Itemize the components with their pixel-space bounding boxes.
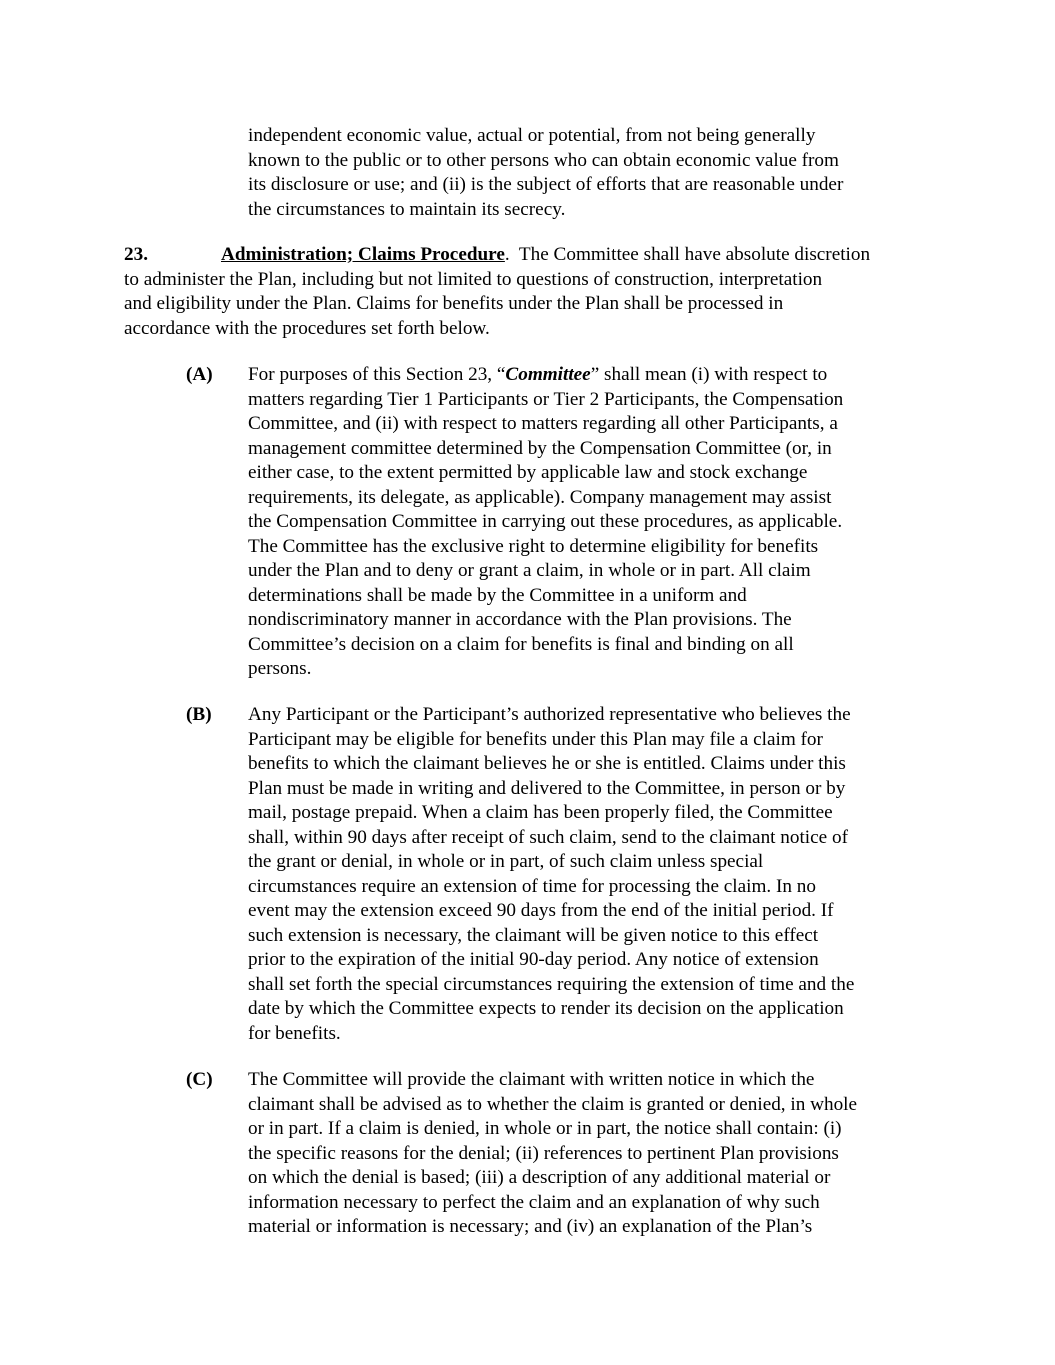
text-line: information necessary to perfect the claim and an explanation of why such [248,1191,820,1213]
section-heading-line [124,243,870,268]
text-line: shall set forth the special circumstances requiring the extension of time and the [248,973,855,995]
section-number: 23. [124,244,148,265]
text-line: benefits to which the claimant believes he or she is entitled. Claims under this [248,753,846,774]
text-line: management committee determined by the Compensation Committee (or, in [248,437,832,459]
text-line: determinations shall be made by the Committee in a uniform and [248,584,747,606]
section-title-period: . [504,244,510,265]
text-line: claimant shall be advised as to whether the claim is granted or denied, in whole [248,1093,858,1115]
text-line: persons. [248,658,312,679]
text-line: on which the denial is based; (iii) a description of any additional material or [248,1167,831,1188]
text-fragment: ” shall mean (i) with respect to [590,364,828,385]
text-fragment: For purposes of this Section 23, “ [248,364,506,385]
text-line: under the Plan and to deny or grant a claim, in whole or in part. All claim [248,560,811,581]
text-line: the grant or denial, in whole or in part, of such claim unless special [248,851,764,872]
text-line: nondiscriminatory manner in accordance with the Plan provisions. The [248,609,792,630]
text-line: The Committee will provide the claimant with written notice in which the [248,1069,815,1090]
text-line: accordance with the procedures set forth below. [124,317,490,339]
text-line: Any Participant or the Participant’s authorized representative who believes the [248,704,851,725]
text-line: requirements, its delegate, as applicable). Company management may assist [248,486,832,508]
text-line: shall, within 90 days after receipt of such claim, send to the claimant notice of [248,826,848,848]
text-line: the Compensation Committee in carrying out these procedures, as applicable. [248,511,843,532]
text-line: or in part. If a claim is denied, in whole or in part, the notice shall contain: (i) [248,1118,842,1139]
text-line: prior to the expiration of the initial 90-day period. Any notice of extension [248,949,819,970]
paragraph-a [248,363,843,682]
text-line: known to the public or to other persons who can obtain economic value from [248,149,839,171]
text-line: date by which the Committee expects to render its decision on the application [248,998,844,1019]
text-line: The Committee has the exclusive right to determine eligibility for benefits [248,535,819,557]
text-line: either case, to the extent permitted by applicable law and stock exchange [248,462,808,483]
text-line: Plan must be made in writing and delivered to the Committee, in person or by [248,777,846,799]
text-line: and eligibility under the Plan. Claims for benefits under the Plan shall be processed in [124,293,784,314]
text-line: to administer the Plan, including but not limited to questions of construction, interpretation [124,268,823,290]
paragraph-b-label: (B) [186,704,212,725]
section-23 [124,243,870,341]
text-line: The Committee shall have absolute discretion [509,244,871,265]
text-line: such extension is necessary, the claimant will be given notice to this effect [248,924,819,946]
text-line: its disclosure or use; and (ii) is the subject of efforts that are reasonable under [248,174,844,195]
text-line: the specific reasons for the denial; (ii) references to pertinent Plan provisions [248,1142,839,1164]
text-line: Committee’s decision on a claim for benefits is final and binding on all [248,633,794,655]
paragraph-c-label: (C) [186,1069,213,1090]
text-line: event may the extension exceed 90 days from the end of the initial period. If [248,900,834,921]
text-line: Committee, and (ii) with respect to matters regarding all other Participants, a [248,413,838,434]
continuation-paragraph [248,124,843,222]
text-line: material or information is necessary; and (iv) an explanation of the Plan’s [248,1216,813,1237]
text-line: Participant may be eligible for benefits under this Plan may file a claim for [248,728,823,750]
text-line: independent economic value, actual or potential, from not being generally [248,125,816,146]
defined-term: Committee [505,364,591,385]
paragraph-a-label: (A) [186,364,213,385]
paragraph-b [248,703,854,1046]
paragraph-c [248,1068,857,1240]
section-title: Administration; Claims Procedure [220,244,505,265]
text-line: circumstances require an extension of time for processing the claim. In no [248,875,816,897]
text-line: mail, postage prepaid. When a claim has been properly filed, the Committee [248,802,833,823]
text-line [248,363,843,388]
text-line: the circumstances to maintain its secrecy. [248,198,566,220]
text-line: matters regarding Tier 1 Participants or Tier 2 Participants, the Compensation [248,388,844,410]
text-line: for benefits. [248,1022,341,1044]
